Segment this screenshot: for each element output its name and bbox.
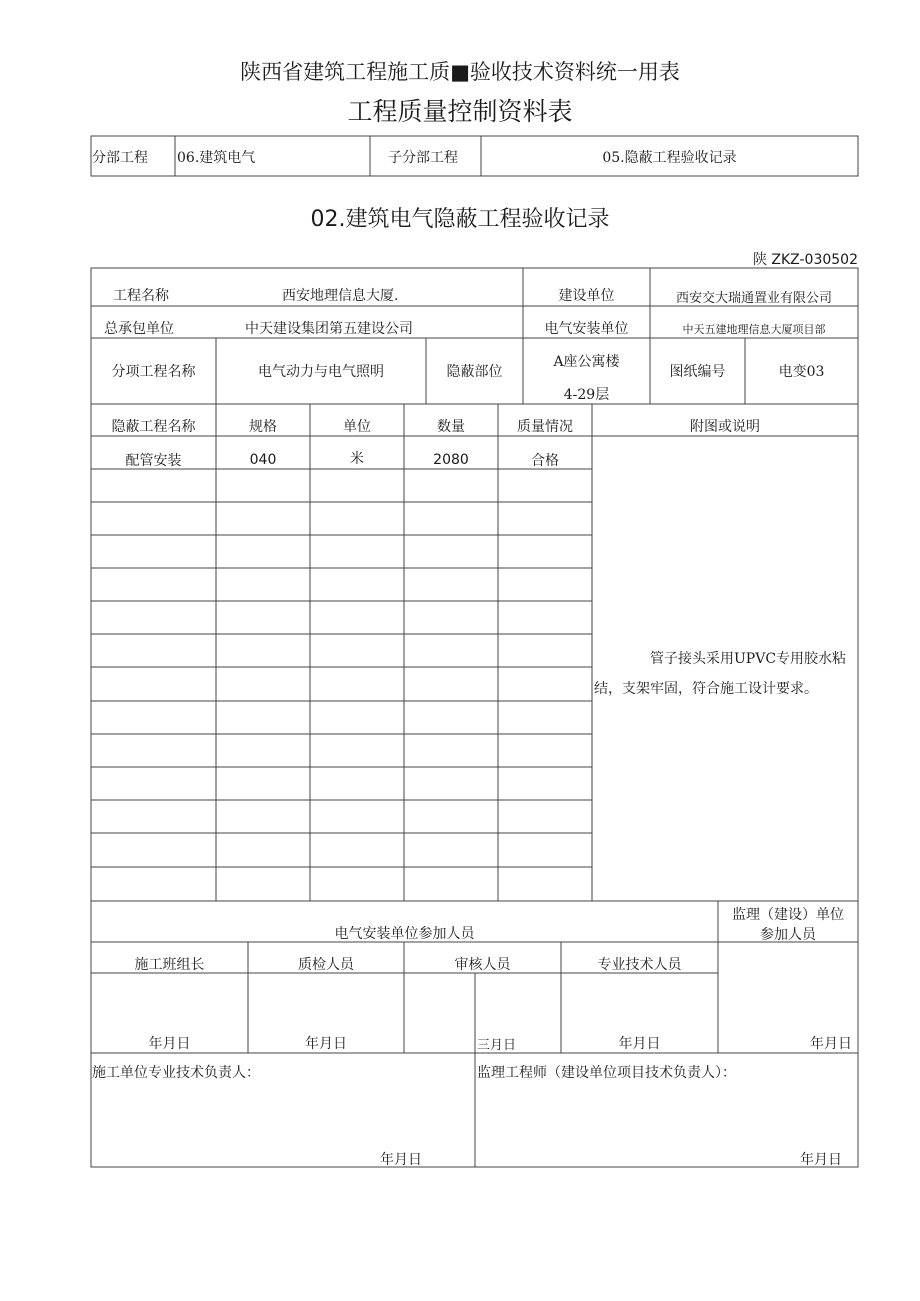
date-technical-staff: 年月日 (618, 1036, 661, 1052)
supervisor-label-line2: 参加人员 (760, 927, 816, 943)
col-header-name: 隐蔽工程名称 (111, 419, 196, 435)
date-reviewer: 三月日 (477, 1038, 517, 1053)
drawing-no-label: 图纸编号 (669, 364, 726, 380)
row-name: 配管安装 (125, 453, 182, 469)
row-quality: 合格 (531, 453, 559, 469)
project-name-label: 工程名称 (113, 288, 169, 304)
contractor-tech-lead-date: 年月日 (380, 1152, 422, 1168)
supervising-engineer-date: 年月日 (800, 1152, 842, 1168)
supervisor-label-line1: 监理（建设）单位 (732, 907, 844, 923)
division-label: 分部工程 (92, 150, 148, 166)
role-reviewer: 审核人员 (454, 957, 511, 973)
date-supervisor: 年月日 (810, 1036, 852, 1052)
supervising-engineer-label: 监理工程师（建设单位项目技术负责人）： (477, 1065, 736, 1081)
remark-text: 管子接头采用UPVC专用胶水粘结，支架牢固，符合施工设计要求。 (594, 651, 847, 697)
hidden-part-value-line1: A座公寓楼 (553, 354, 620, 370)
page-title: 工程质量控制资料表 (347, 97, 573, 126)
installer-staff-label: 电气安装单位参加人员 (334, 926, 475, 942)
date-team-leader: 年月日 (148, 1036, 191, 1052)
subitem-value: 电气动力与电气照明 (258, 364, 384, 380)
row-spec: 040 (249, 452, 277, 468)
contractor-value: 中天建设集团第五建设公司 (245, 321, 413, 337)
col-header-unit: 单位 (343, 419, 371, 435)
header-line-1: 陕西省建筑工程施工质■验收技术资料统一用表 (240, 60, 680, 84)
col-header-spec: 规格 (249, 419, 277, 435)
hidden-part-value-line2: 4-29层 (563, 387, 610, 403)
contractor-label: 总承包单位 (104, 321, 174, 337)
project-name-value: 西安地理信息大厦. (282, 288, 399, 304)
role-team-leader: 施工班组长 (134, 957, 205, 973)
role-quality-inspector: 质检人员 (298, 957, 354, 973)
subdivision-label: 子分部工程 (388, 150, 458, 166)
form-code: 陕 ZKZ-030502 (752, 252, 858, 268)
date-quality-inspector: 年月日 (305, 1036, 347, 1052)
role-technical-staff: 专业技术人员 (597, 957, 682, 973)
col-header-note: 附图或说明 (690, 419, 760, 435)
col-header-qty: 数量 (437, 419, 465, 435)
contractor-tech-lead-label: 施工单位专业技术负责人： (92, 1065, 260, 1081)
col-header-quality: 质量情况 (517, 419, 573, 435)
division-value: 06.建筑电气 (177, 150, 256, 166)
drawing-no-value: 电变03 (778, 364, 825, 380)
installer-value: 中天五建地理信息大厦项目部 (682, 323, 826, 336)
row-unit: 米 (350, 451, 364, 467)
form-title: 02.建筑电气隐蔽工程验收记录 (310, 207, 610, 232)
hidden-part-label: 隐蔽部位 (446, 364, 503, 380)
subitem-label: 分项工程名称 (111, 364, 196, 380)
installer-label: 电气安装单位 (544, 321, 629, 337)
subdivision-value: 05.隐蔽工程验收记录 (602, 150, 737, 166)
owner-label: 建设单位 (558, 288, 615, 304)
row-qty: 2080 (433, 452, 469, 468)
owner-value: 西安交大瑞通置业有限公司 (675, 291, 832, 306)
